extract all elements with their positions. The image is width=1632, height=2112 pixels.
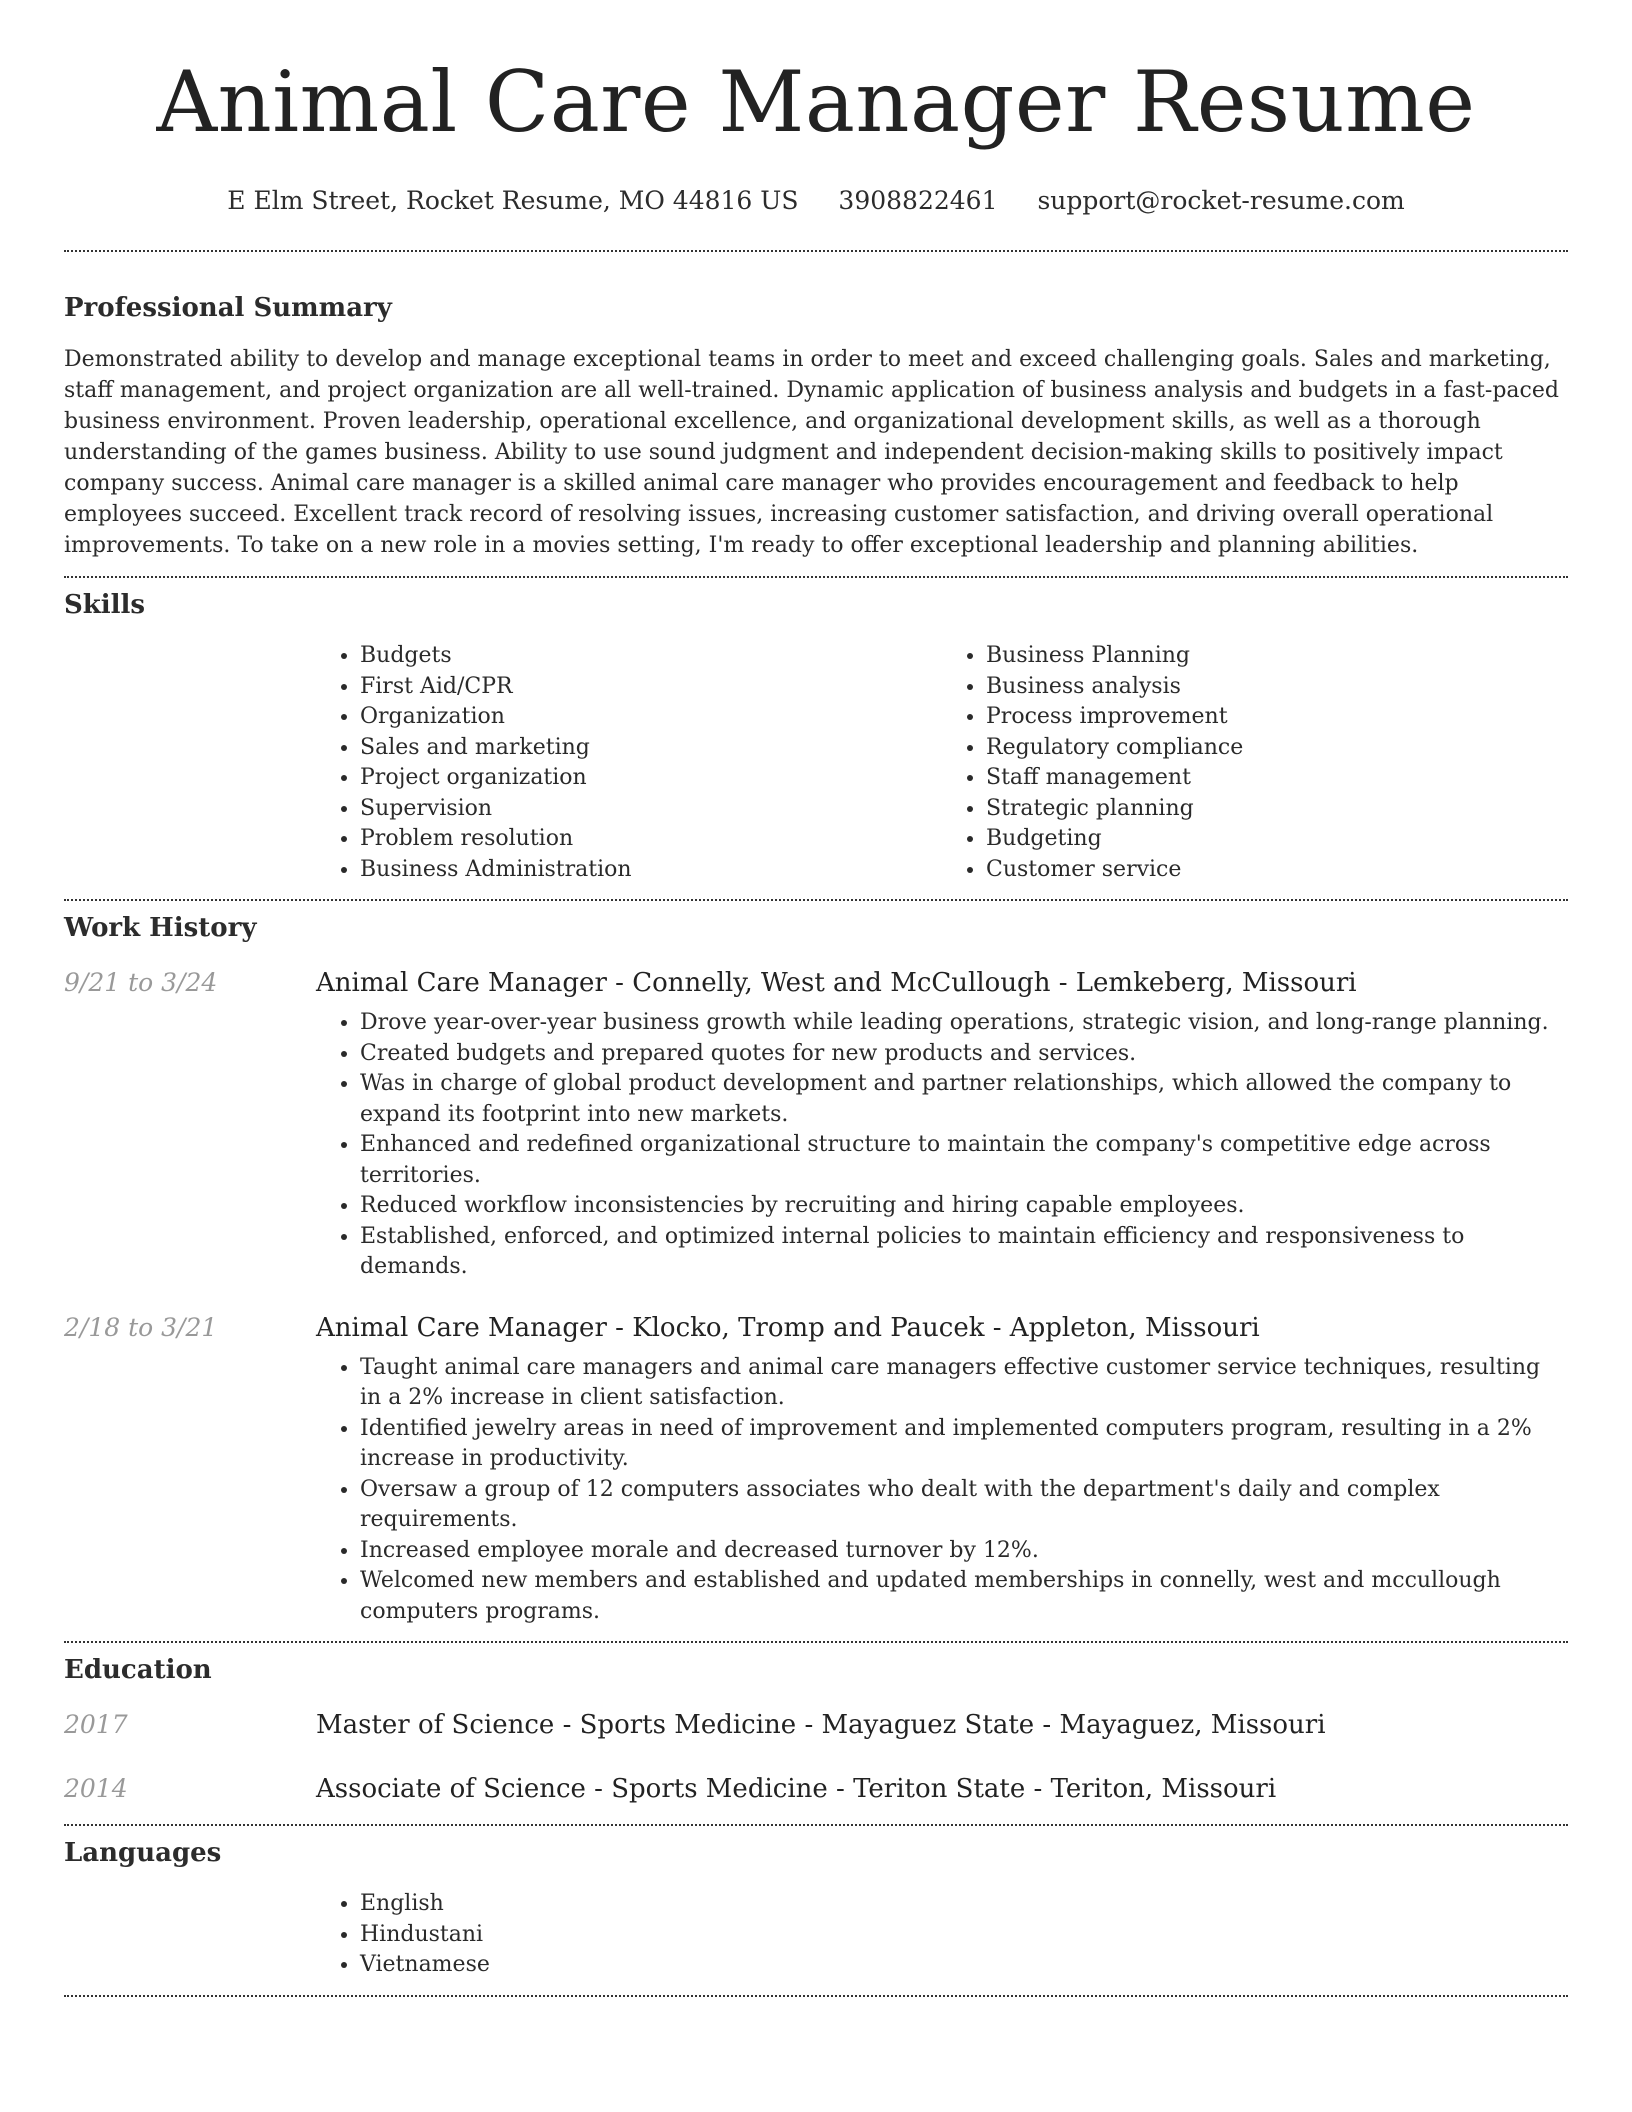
education-heading: Education (64, 1655, 212, 1685)
languages-list (316, 1889, 1568, 1981)
skill-item: • Strategic planning (986, 794, 1568, 825)
work-heading: Work History (64, 913, 257, 943)
skill-item: • Process improvement (986, 702, 1568, 733)
skill-item: • Customer service (986, 855, 1568, 886)
job-title: Animal Care Manager - Klocko, Tromp and Paucek - Appleton, Missouri (316, 1312, 1260, 1343)
job-title: Animal Care Manager - Connelly, West and McCullough - Lemkeberg, Missouri (316, 968, 1357, 998)
contact-email: support@rocket-resume.com (1037, 186, 1405, 215)
contact-phone: 3908822461 (838, 186, 998, 215)
skill-item: • Project organization (360, 763, 942, 794)
skill-item: • Business analysis (986, 672, 1568, 703)
languages-section (64, 1826, 1568, 1981)
language-item: • English (360, 1889, 1568, 1920)
work-section (64, 901, 1568, 1627)
job-dates: 9/21 to 3/24 (64, 968, 218, 997)
skill-item: • Sales and marketing (360, 733, 942, 764)
job-bullet: • Enhanced and redefined organizational structure to maintain the company's competitive edge across territories. (360, 1130, 1568, 1191)
job-bullet: • Reduced workflow inconsistencies by recruiting and hiring capable employees. (360, 1191, 1568, 1222)
skill-item: • First Aid/CPR (360, 672, 942, 703)
job-bullet: • Increased employee morale and decreased turnover by 12%. (360, 1536, 1568, 1567)
contact-line (64, 186, 1568, 216)
divider (64, 1995, 1568, 1997)
summary-heading: Professional Summary (64, 293, 392, 323)
language-item: • Hindustani (360, 1920, 1568, 1951)
skill-item: • Business Planning (986, 641, 1568, 672)
job-bullets (316, 1008, 1568, 1283)
languages-heading: Languages (64, 1838, 222, 1868)
skill-item: • Business Administration (360, 855, 942, 886)
education-year: 2014 (64, 1774, 128, 1803)
skill-item: • Budgeting (986, 824, 1568, 855)
skill-item: • Supervision (360, 794, 942, 825)
education-degree: Master of Science - Sports Medicine - Mayaguez State - Mayaguez, Missouri (316, 1710, 1326, 1740)
resume-title: Animal Care Manager Resume (156, 53, 1476, 151)
job-bullet: • Was in charge of global product development and partner relationships, which allowed the company to expand its footprint into new markets. (360, 1069, 1568, 1130)
job-bullet: • Oversaw a group of 12 computers associates who dealt with the department's daily and complex requirements. (360, 1475, 1568, 1536)
job-bullets (316, 1353, 1568, 1628)
skills-list-right (942, 641, 1568, 885)
job-dates: 2/18 to 3/21 (64, 1312, 218, 1342)
summary-text: Demonstrated ability to develop and manage exceptional teams in order to meet and exceed challenging goals. Sales and marketing, staff management, and project organization are all well-trained. Dynamic application of business analysis and budgets in a fast-paced business environment. Proven leadership, operational excellence, and organizational development skills, as well as a thorough understanding of the games business. Ability to use sound judgment and independent decision-making skills to positively impact company success. Animal care manager is a skilled animal care manager who provides encouragement and feedback to help employees succeed. Excellent track record of resolving issues, increasing customer satisfaction, and driving overall operational improvements. To take on a new role in a movies setting, I'm ready to offer exceptional leadership and planning abilities. (64, 347, 1559, 558)
skills-list-left (316, 641, 942, 885)
contact-address: E Elm Street, Rocket Resume, MO 44816 US (227, 186, 799, 215)
job-entry (64, 1313, 1568, 1628)
skill-item: • Regulatory compliance (986, 733, 1568, 764)
education-year: 2017 (64, 1710, 128, 1739)
job-bullet: • Welcomed new members and established and updated memberships in connelly, west and mccullough computers programs. (360, 1566, 1568, 1627)
job-header (64, 968, 1568, 998)
skill-item: • Budgets (360, 641, 942, 672)
job-header (64, 1313, 1568, 1343)
skills-section (64, 578, 1568, 885)
summary-section (64, 252, 1568, 561)
job-entry (64, 968, 1568, 1283)
education-entry (64, 1710, 1568, 1740)
skill-item: • Staff management (986, 763, 1568, 794)
education-entry (64, 1774, 1568, 1804)
job-bullet: • Established, enforced, and optimized internal policies to maintain efficiency and responsiveness to demands. (360, 1222, 1568, 1283)
skill-item: • Problem resolution (360, 824, 942, 855)
language-item: • Vietnamese (360, 1950, 1568, 1981)
education-section (64, 1643, 1568, 1804)
job-bullet: • Created budgets and prepared quotes for new products and services. (360, 1039, 1568, 1070)
job-bullet: • Taught animal care managers and animal care managers effective customer service techniques, resulting in a 2% increase in client satisfaction. (360, 1353, 1568, 1414)
job-bullet: • Identified jewelry areas in need of improvement and implemented computers program, resulting in a 2% increase in productivity. (360, 1414, 1568, 1475)
skills-heading: Skills (64, 590, 146, 620)
skills-columns (316, 641, 1568, 885)
skill-item: • Organization (360, 702, 942, 733)
education-degree: Associate of Science - Sports Medicine - Teriton State - Teriton, Missouri (316, 1774, 1277, 1804)
job-bullet: • Drove year-over-year business growth while leading operations, strategic vision, and long-range planning. (360, 1008, 1568, 1039)
